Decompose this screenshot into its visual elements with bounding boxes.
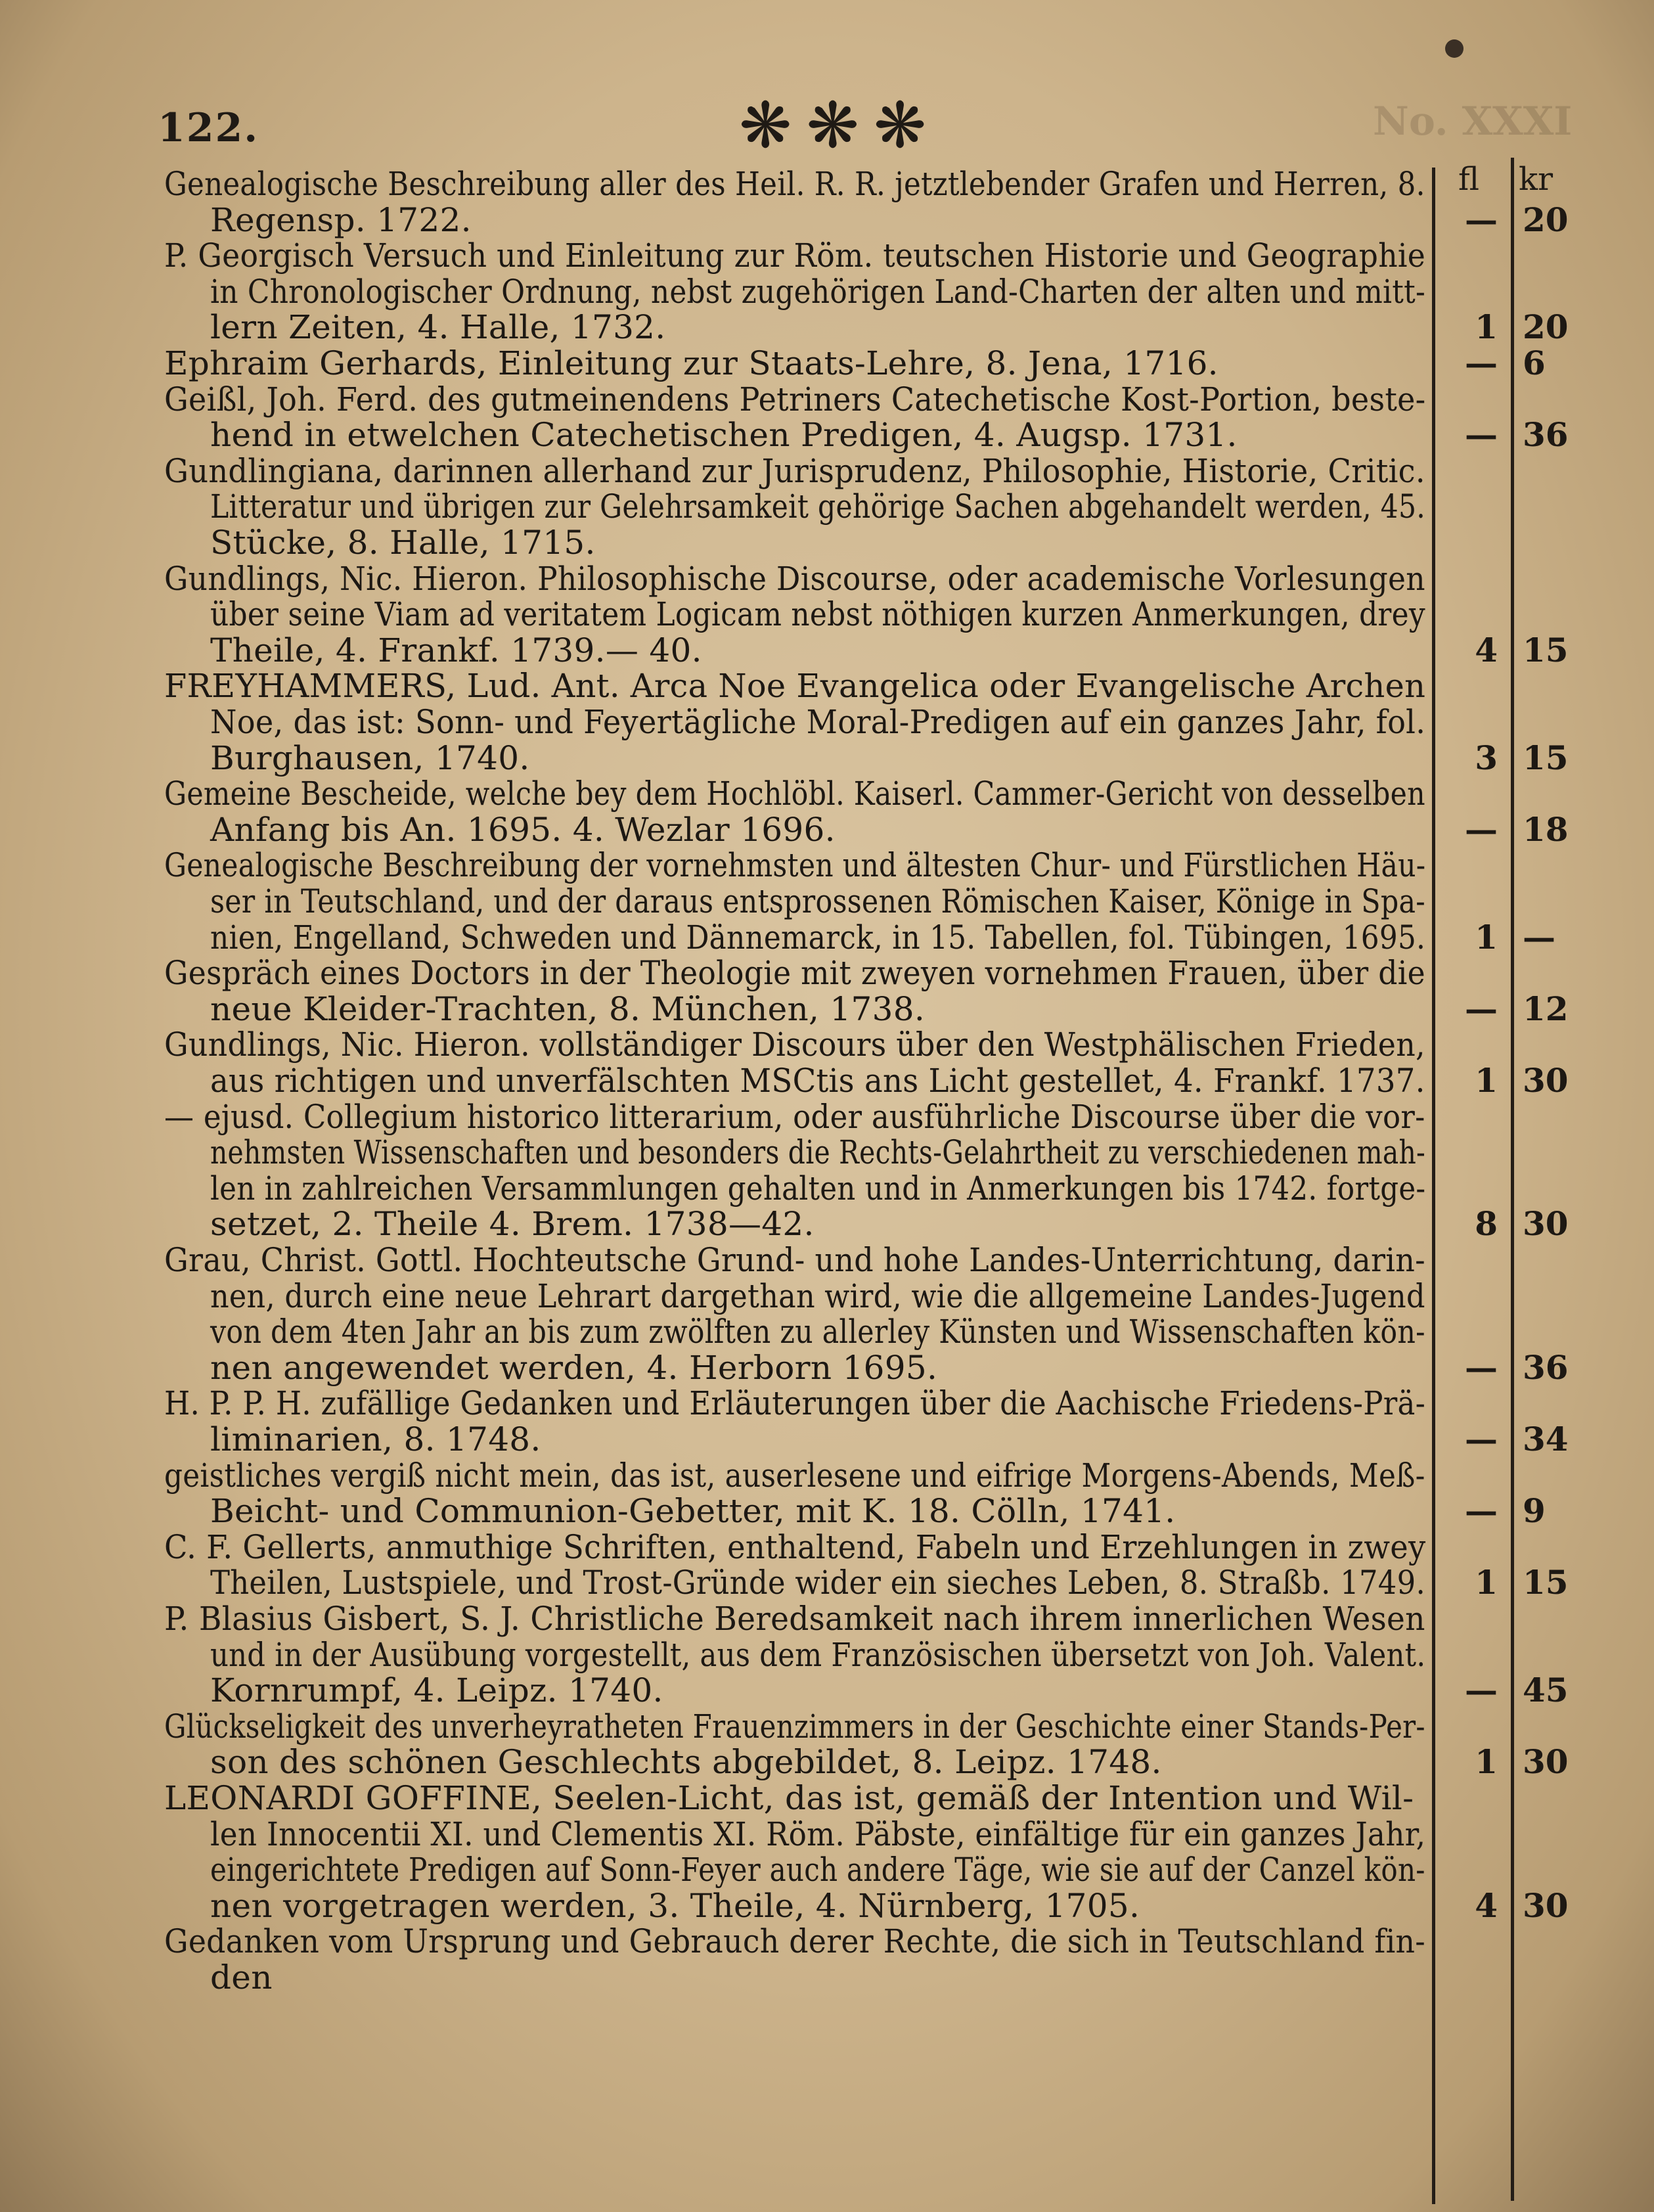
entry-line: Glückseligkeit des unverheyratheten Frauenzimmers in der Geschichte einer Stands-Per- [164,1707,1425,1746]
price-kreuzer: 9 [1523,1491,1546,1531]
entry-line: in Chronologischer Ordnung, nebst zugehörigen Land-Charten der alten und mitt- [210,272,1426,311]
price-florin: 1 [1475,1563,1498,1602]
entry-line: Burghausen, 1740. [210,738,530,777]
price-kreuzer: 15 [1523,630,1569,669]
entry-line: Gundlings, Nic. Hieron. Philosophische Discourse, oder academische Vorlesungen [164,559,1425,598]
entry-line: C. F. Gellerts, anmuthige Schriften, enthaltend, Fabeln und Erzehlungen in zwey [164,1527,1426,1566]
entry-line: Genealogische Beschreibung der vornehmsten und ältesten Chur- und Fürstlichen Häu- [164,846,1426,885]
price-kreuzer: 36 [1523,415,1569,455]
price-florin: — [1465,200,1498,239]
price-florin: 1 [1475,1061,1498,1100]
entry-line: Gundlings, Nic. Hieron. vollständiger Discours über den Westphälischen Frieden, [164,1026,1425,1064]
price-florin: 8 [1475,1204,1498,1244]
price-kreuzer: 30 [1523,1204,1569,1244]
entry-line: H. P. P. H. zufällige Gedanken und Erläuterungen über die Aachische Friedens-Prä- [164,1384,1426,1423]
entry-line: nen vorgetragen werden, 3. Theile, 4. Nürnberg, 1705. [210,1886,1140,1925]
price-kreuzer: 45 [1523,1671,1569,1710]
entry-line: Regensp. 1722. [210,200,472,239]
header-ornament: ❋❋❋ [739,89,941,162]
entry-line: von dem 4ten Jahr an bis zum zwölften zu allerley Künsten und Wissenschaften kön- [210,1313,1425,1351]
price-florin: — [1465,344,1498,382]
price-florin: 3 [1475,738,1498,777]
price-florin: — [1465,1671,1498,1710]
column-header-kr: kr [1519,161,1553,198]
entry-line: hend in etwelchen Catechetischen Predigen, 4. Augsp. 1731. [210,416,1238,455]
price-kreuzer: 34 [1523,1420,1569,1458]
entry-line: und in der Ausübung vorgestellt, aus dem Französischen übersetzt von Joh. Valent. [210,1635,1426,1674]
entry-line: Theile, 4. Frankf. 1739.— 40. [210,631,702,669]
entry-line: Ephraim Gerhards, Einleitung zur Staats-Lehre, 8. Jena, 1716. [164,344,1218,382]
price-kreuzer: 15 [1523,1563,1569,1602]
entry-line: aus richtigen und unverfälschten MSCtis ans Licht gestellet, 4. Frankf. 1737. [210,1062,1425,1100]
price-florin: — [1465,809,1498,849]
column-header-fl: fl [1458,161,1480,198]
price-kreuzer: 30 [1523,1061,1569,1100]
entry-line: nehmsten Wissenschaften und besonders die Rechts-Gelahrtheit zu verschiedenen mah- [210,1133,1426,1172]
entry-line: — ejusd. Collegium historico litterarium, oder ausführliche Discourse über die vor- [164,1097,1425,1136]
entry-line: FREYHAMMERS, Lud. Ant. Arca Noe Evangelica oder Evangelische Archen [164,667,1426,706]
price-kreuzer: 6 [1523,344,1546,382]
price-kreuzer: 30 [1523,1885,1569,1925]
entry-line: neue Kleider-Trachten, 8. München, 1738. [210,989,926,1028]
price-kreuzer: 18 [1523,809,1569,849]
entry-line: geistliches vergiß nicht mein, das ist, auserlesene und eifrige Morgens-Abends, Meß- [164,1456,1425,1495]
entry-line: eingerichtete Predigen auf Sonn-Feyer auch andere Täge, wie sie auf der Canzel kön- [210,1851,1425,1889]
entry-line: nen, durch eine neue Lehrart dargethan wird, wie die allgemeine Landes-Jugend [210,1276,1425,1315]
entry-line: Beicht- und Communion-Gebetter, mit K. 18. Cölln, 1741. [210,1492,1176,1531]
entry-line: Gemeine Bescheide, welche bey dem Hochlöbl. Kaiserl. Cammer-Gericht von desselben [164,775,1425,813]
price-kreuzer: 36 [1523,1347,1569,1387]
entry-line: setzet, 2. Theile 4. Brem. 1738—42. [210,1205,815,1244]
entry-line: son des schönen Geschlechts abgebildet, 8. Leipz. 1748. [210,1743,1162,1782]
entry-line: LEONARDI GOFFINE, Seelen-Licht, das ist, gemäß der Intention und Wil- [164,1779,1414,1817]
price-kreuzer: 12 [1523,989,1569,1028]
entry-line: ser in Teutschland, und der daraus entsprossenen Römischen Kaiser, Könige in Spa- [210,882,1425,920]
entry-line: den [210,1958,273,1997]
entry-line: Gedanken vom Ursprung und Gebrauch derer Rechte, die sich in Teutschland fin- [164,1922,1425,1961]
entry-line: Theilen, Lustspiele, und Trost-Gründe wider ein sieches Leben, 8. Straßb. 1749. [210,1564,1425,1602]
entry-line: Genealogische Beschreibung aller des Heil. R. R. jetztlebender Grafen und Herren, 8. [164,165,1425,203]
price-florin: 4 [1475,1885,1498,1925]
entry-line: nien, Engelland, Schweden und Dännemarck, in 15. Tabellen, fol. Tübingen, 1695. [210,918,1426,957]
price-florin: 4 [1475,630,1498,669]
entry-line: Geißl, Joh. Ferd. des gutmeinendens Petriners Catechetische Kost-Portion, beste- [164,380,1426,418]
price-florin: — [1465,1491,1498,1531]
price-kreuzer: 20 [1523,307,1569,347]
entry-line: Grau, Christ. Gottl. Hochteutsche Grund- und hohe Landes-Unterrichtung, darin- [164,1241,1425,1279]
entry-line: lern Zeiten, 4. Halle, 1732. [210,308,666,347]
entry-line: Gundlingiana, darinnen allerhand zur Jurisprudenz, Philosophie, Historie, Critic. [164,451,1425,490]
entry-line: Stücke, 8. Halle, 1715. [210,524,596,562]
price-florin: — [1465,989,1498,1028]
entry-line: Noe, das ist: Sonn- und Feyertägliche Moral-Predigen auf ein ganzes Jahr, fol. [210,703,1426,741]
price-florin: — [1465,1420,1498,1458]
entry-line: len in zahlreichen Versammlungen gehalten und in Anmerkungen bis 1742. fortge- [210,1169,1426,1208]
entry-line: Kornrumpf, 4. Leipz. 1740. [210,1671,663,1710]
page-number: 122. [158,105,259,151]
price-florin: 1 [1475,307,1498,347]
entry-line: len Innocentii XI. und Clementis XI. Röm. Päbste, einfältige für ein ganzes Jahr, [210,1815,1426,1853]
price-kreuzer: 30 [1523,1742,1569,1782]
entry-line: Anfang bis An. 1695. 4. Wezlar 1696. [210,810,836,849]
entry-line: Litteratur und übrigen zur Gelehrsamkeit gehörige Sachen abgehandelt werden, 45. [210,487,1426,526]
entry-line: nen angewendet werden, 4. Herborn 1695. [210,1348,938,1387]
entry-line: über seine Viam ad veritatem Logicam nebst nöthigen kurzen Anmerkungen, drey [210,595,1425,634]
price-florin: — [1465,415,1498,455]
price-florin: — [1465,1347,1498,1387]
price-kreuzer: — [1523,917,1555,957]
entry-line: liminarien, 8. 1748. [210,1420,541,1458]
price-florin: 1 [1475,1742,1498,1782]
bleed-through-header: No. XXXI [1373,99,1573,145]
entry-line: P. Blasius Gisbert, S. J. Christliche Beredsamkeit nach ihrem innerlichen Wesen [164,1600,1425,1638]
entry-line: P. Georgisch Versuch und Einleitung zur Röm. teutschen Historie und Geographie [164,237,1426,275]
price-kreuzer: 15 [1523,738,1569,777]
price-kreuzer: 20 [1523,200,1569,239]
entry-line: Gespräch eines Doctors in der Theologie mit zweyen vornehmen Frauen, über die [164,954,1425,993]
price-florin: 1 [1475,917,1498,957]
